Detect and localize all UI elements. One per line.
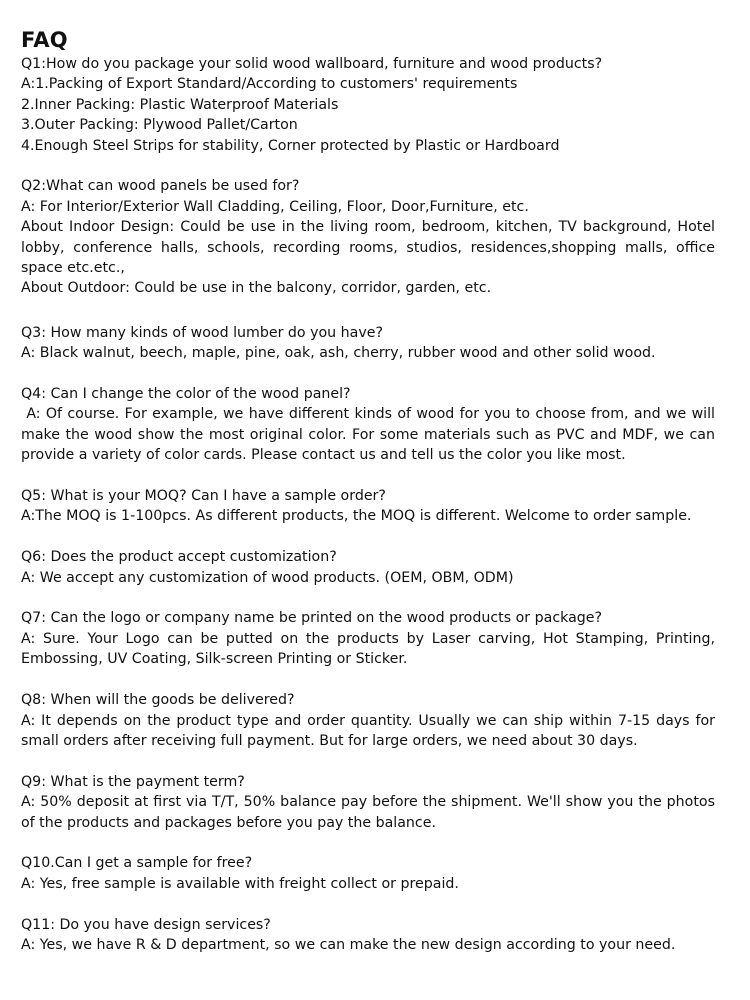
faq-answer-line: A: Sure. Your Logo can be putted on the products by Laser carving, Hot Stamping, Printing, Embossing, UV Coating, Silk-screen Printing or Sticker. xyxy=(21,630,715,668)
faq-question: Q5: What is your MOQ? Can I have a sample order? xyxy=(21,488,386,505)
faq-answer-line: 3.Outer Packing: Plywood Pallet/Carton xyxy=(21,117,298,134)
faq-item-q4 xyxy=(21,384,715,466)
faq-item-q8 xyxy=(21,690,715,751)
faq-item-q7 xyxy=(21,608,715,669)
faq-question: Q2:What can wood panels be used for? xyxy=(21,178,300,195)
faq-question: Q3: How many kinds of wood lumber do you have? xyxy=(21,324,384,341)
faq-answer-line: 2.Inner Packing: Plastic Waterproof Materials xyxy=(21,96,339,113)
faq-answer-line: A: Black walnut, beech, maple, pine, oak, ash, cherry, rubber wood and other solid wood. xyxy=(21,345,656,362)
page-title: FAQ xyxy=(21,28,68,52)
faq-answer-line: About Indoor Design: Could be use in the living room, bedroom, kitchen, TV background, Hotel lobby, conference halls, schools, recording rooms, studios, residences,shopping malls, office space etc.etc., xyxy=(21,219,715,277)
faq-answer-line: A:The MOQ is 1-100pcs. As different products, the MOQ is different. Welcome to order sample. xyxy=(21,508,692,525)
faq-question: Q11: Do you have design services? xyxy=(21,916,271,933)
faq-item-q6 xyxy=(21,547,715,588)
faq-item-q3 xyxy=(21,323,715,364)
faq-item-q11 xyxy=(21,915,715,956)
faq-answer-line: A: We accept any customization of wood products. (OEM, OBM, ODM) xyxy=(21,569,514,586)
faq-item-q9 xyxy=(21,772,715,833)
faq-answer-line: A: 50% deposit at first via T/T, 50% balance pay before the shipment. We'll show you the photos of the products and packages before you pay the balance. xyxy=(21,794,715,831)
faq-answer-line: A: It depends on the product type and order quantity. Usually we can ship within 7-15 days for small orders after receiving full payment. But for large orders, we need about 30 days. xyxy=(21,712,715,749)
faq-answer-line: A: Yes, free sample is available with freight collect or prepaid. xyxy=(21,875,459,892)
faq-item-q5 xyxy=(21,486,715,527)
faq-question: Q8: When will the goods be delivered? xyxy=(21,692,295,709)
faq-question: Q6: Does the product accept customization? xyxy=(21,549,337,566)
faq-item-q10 xyxy=(21,853,715,894)
faq-question: Q7: Can the logo or company name be printed on the wood products or package? xyxy=(21,610,603,627)
faq-question: Q4: Can I change the color of the wood panel? xyxy=(21,386,351,403)
faq-question: Q10.Can I get a sample for free? xyxy=(21,855,253,872)
faq-document xyxy=(21,26,715,955)
faq-answer-line: 4.Enough Steel Strips for stability, Corner protected by Plastic or Hardboard xyxy=(21,137,560,154)
faq-answer-line: A: For Interior/Exterior Wall Cladding, Ceiling, Floor, Door,Furniture, etc. xyxy=(21,198,529,215)
faq-answer-line: About Outdoor: Could be use in the balcony, corridor, garden, etc. xyxy=(21,280,492,297)
faq-item-q1 xyxy=(21,54,715,156)
faq-answer-line: A:1.Packing of Export Standard/According to customers' requirements xyxy=(21,76,518,93)
faq-item-q2 xyxy=(21,176,715,298)
faq-question: Q1:How do you package your solid wood wallboard, furniture and wood products? xyxy=(21,56,603,72)
faq-answer-line: A: Of course. For example, we have different kinds of wood for you to choose from, and we will make the wood show the most original color. For some materials such as PVC and MDF, we can provide a variety of color cards. Please contact us and tell us the color you like most. xyxy=(21,406,715,464)
faq-answer-line: A: Yes, we have R & D department, so we can make the new design according to your need. xyxy=(21,936,676,953)
faq-question: Q9: What is the payment term? xyxy=(21,773,245,790)
